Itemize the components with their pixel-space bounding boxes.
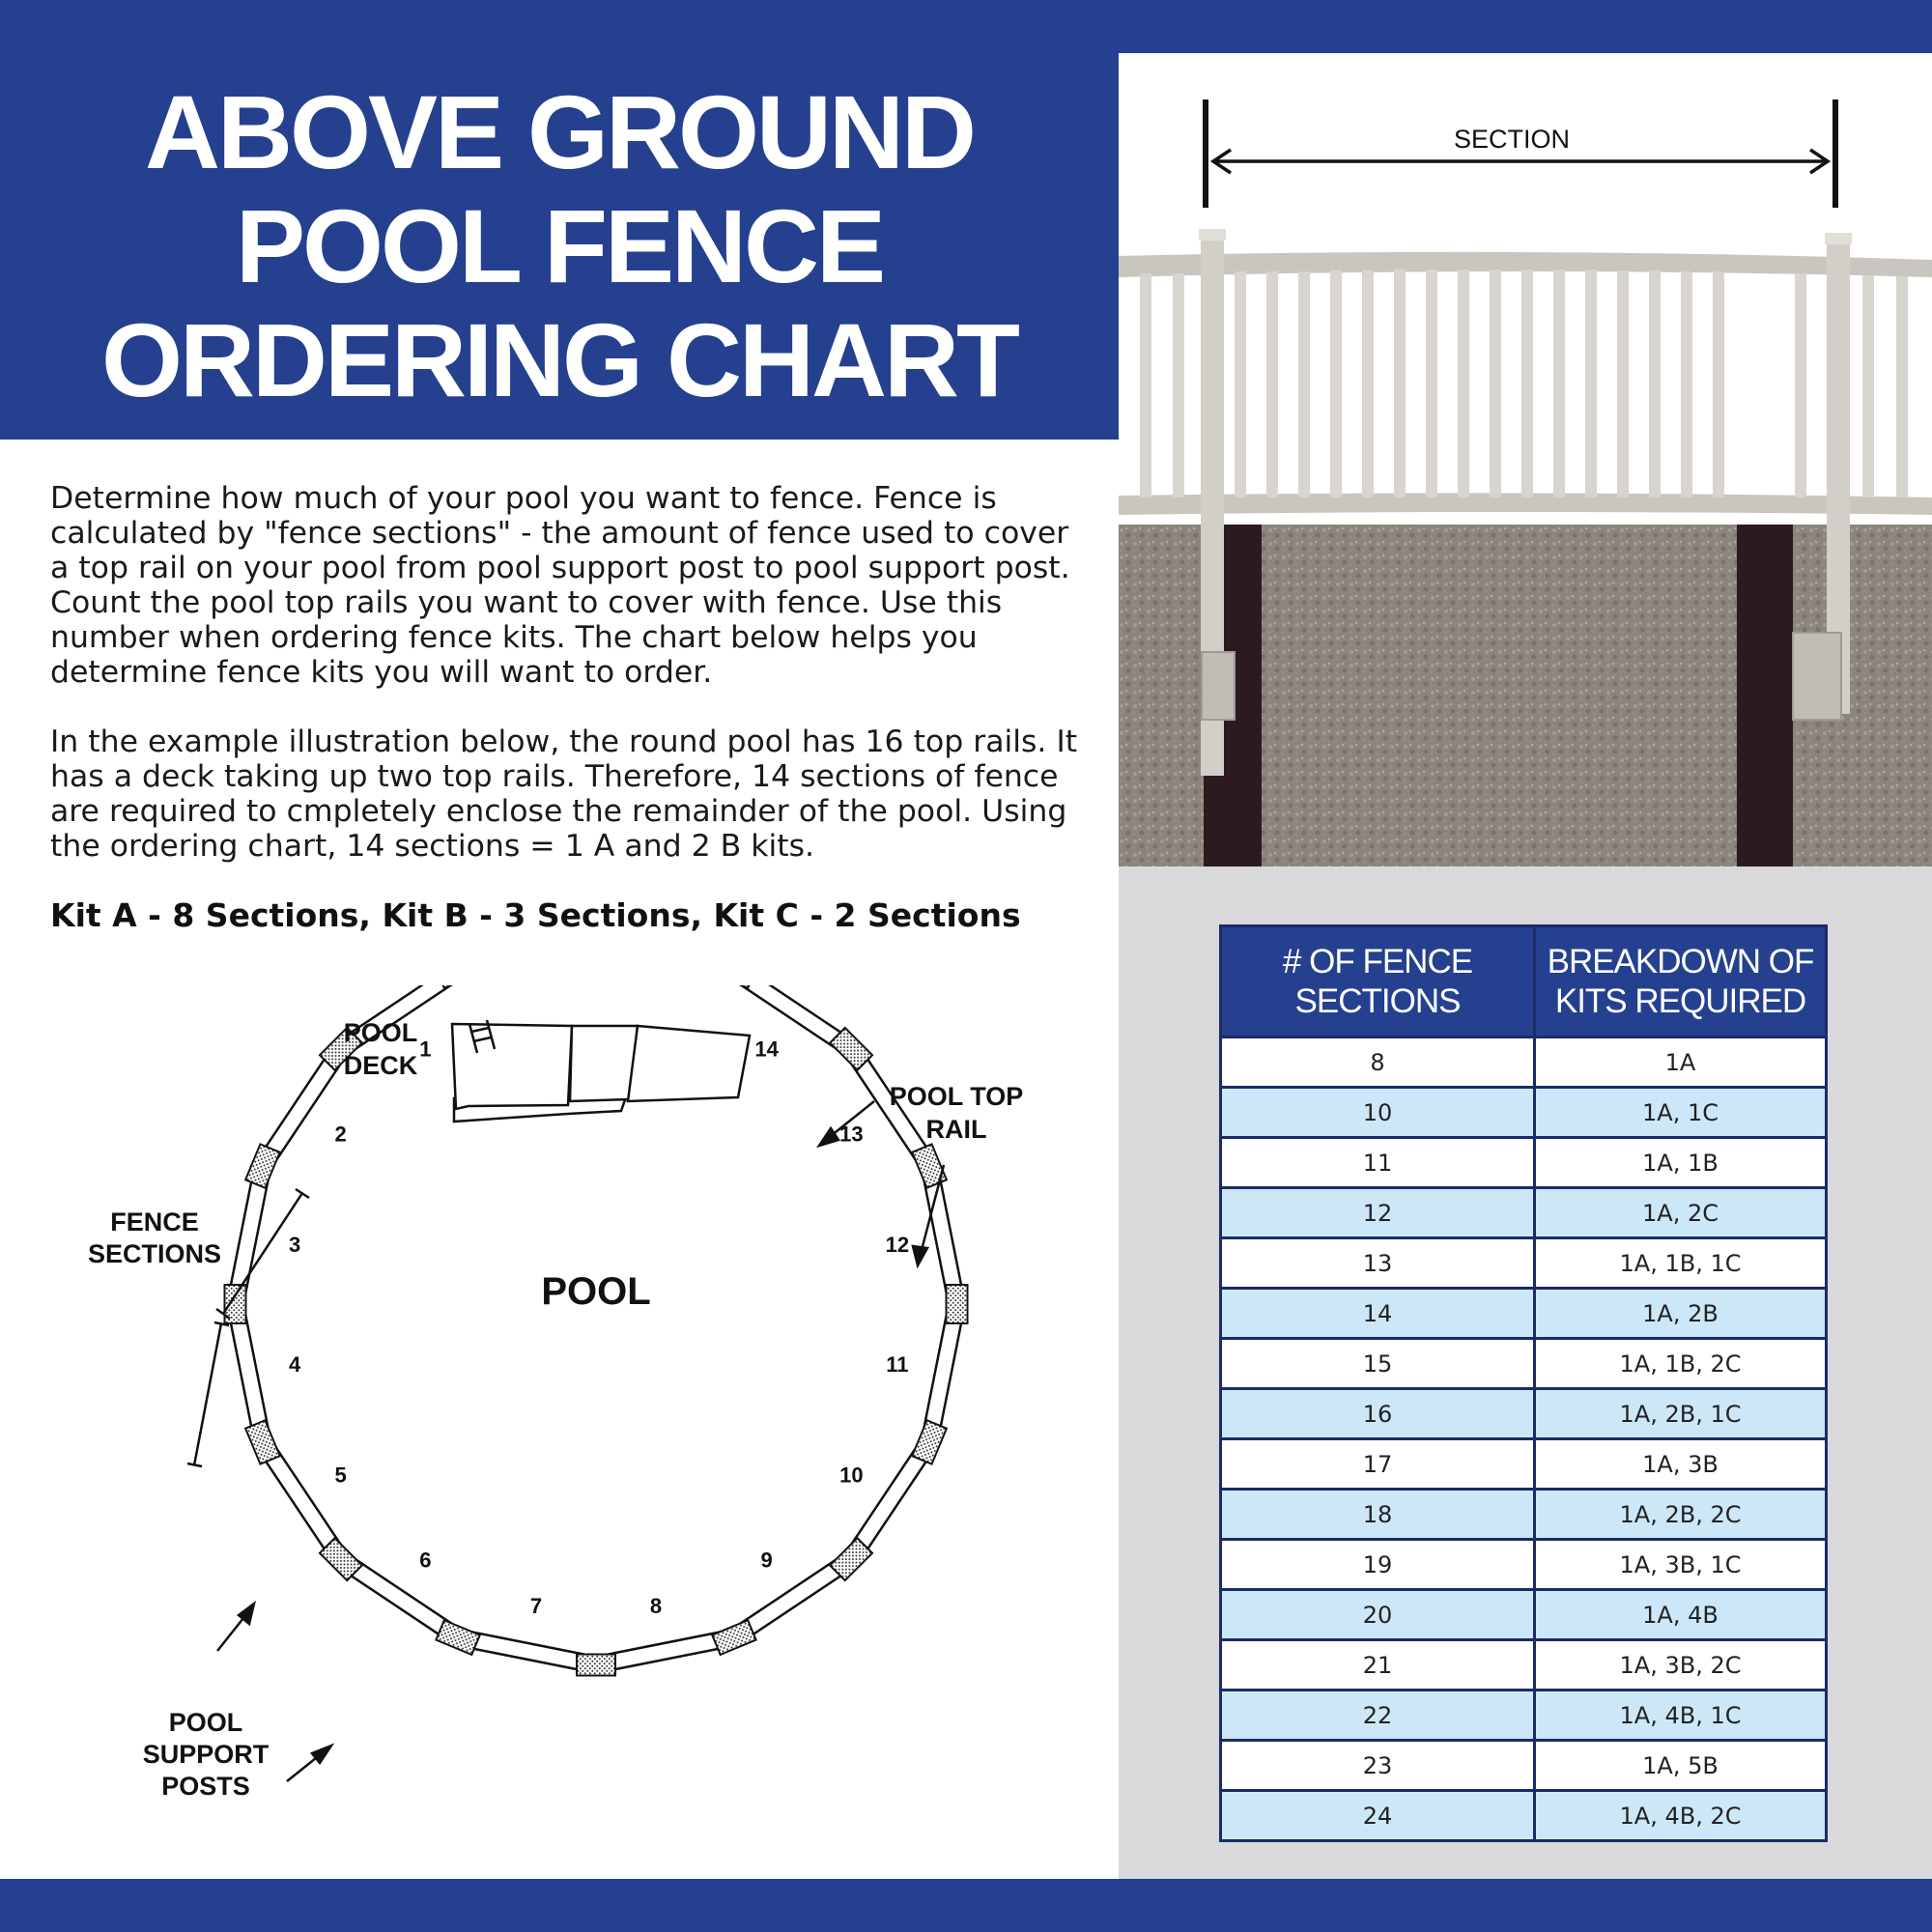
cell-fence-sections: 23 — [1221, 1741, 1535, 1791]
table-row — [1221, 1791, 1827, 1841]
cell-fence-sections: 19 — [1221, 1540, 1535, 1590]
ordering-table — [1219, 924, 1828, 1842]
cell-fence-sections: 18 — [1221, 1490, 1535, 1540]
pool-support-post — [712, 1620, 755, 1655]
pool-support-post — [577, 1655, 615, 1676]
pool-support-post — [245, 1420, 280, 1463]
pool-support-post — [245, 1144, 280, 1187]
intro-text — [50, 481, 1094, 898]
table-body — [1221, 1037, 1827, 1841]
top-banner-bar — [0, 0, 1932, 53]
ordering-table-container — [1219, 924, 1828, 1842]
cell-fence-sections: 14 — [1221, 1289, 1535, 1339]
intro-paragraph-1: Determine how much of your pool you want to fence. Fence is calculated by "fence sections" - the amount of fence used to cover a top rail on your pool from pool support post to pool support post. Count the pool top rails you want to cover with fence. Use this number when ordering fence kits. The chart below helps you determine fence kits you will want to order. — [50, 481, 1070, 690]
cell-fence-sections: 8 — [1221, 1037, 1535, 1088]
top-rail-label-line-2: RAIL — [925, 1115, 987, 1144]
cell-fence-sections: 13 — [1221, 1238, 1535, 1289]
section-number-14: 14 — [754, 1037, 779, 1062]
title-line-2: POOL FENCE — [235, 187, 884, 304]
table-row — [1221, 1640, 1827, 1690]
section-dimension-label: SECTION — [1453, 125, 1571, 154]
section-number-7: 7 — [529, 1593, 543, 1618]
table-row — [1221, 1590, 1827, 1640]
deck-label-line-1: POOL — [343, 1018, 418, 1047]
table-row — [1221, 1389, 1827, 1439]
pool-label: POOL — [541, 1270, 651, 1313]
fence-section-photo — [1119, 53, 1932, 867]
section-number-13: 13 — [839, 1122, 864, 1147]
section-number-5: 5 — [334, 1463, 347, 1488]
section-number-3: 3 — [288, 1232, 301, 1257]
table-row — [1221, 1690, 1827, 1741]
cell-kits-required: 1A, 2B — [1535, 1289, 1827, 1339]
support-posts-label-line-2: SUPPORT — [142, 1740, 270, 1769]
pool-support-post — [912, 1144, 947, 1187]
support-posts-label-line-3: POSTS — [161, 1772, 250, 1801]
section-number-10: 10 — [839, 1463, 864, 1488]
cell-kits-required: 1A, 5B — [1535, 1741, 1827, 1791]
page-title — [101, 75, 1017, 417]
pool-support-post — [436, 1620, 479, 1655]
section-number-9: 9 — [760, 1548, 773, 1573]
section-number-12: 12 — [885, 1232, 910, 1257]
cell-kits-required: 1A, 1C — [1535, 1088, 1827, 1138]
deck-label-line-2: DECK — [343, 1051, 418, 1080]
pool-support-post — [912, 1420, 947, 1463]
cell-fence-sections: 17 — [1221, 1439, 1535, 1490]
cell-kits-required: 1A, 1B, 2C — [1535, 1339, 1827, 1389]
cell-kits-required: 1A, 4B — [1535, 1590, 1827, 1640]
cell-fence-sections: 11 — [1221, 1138, 1535, 1188]
fence-photo-illustration — [1119, 53, 1932, 867]
section-number-1: 1 — [419, 1037, 432, 1062]
cell-kits-required: 1A, 1B — [1535, 1138, 1827, 1188]
cell-kits-required: 1A, 3B, 1C — [1535, 1540, 1827, 1590]
table-row — [1221, 1238, 1827, 1289]
table-row — [1221, 1339, 1827, 1389]
title-line-1: ABOVE GROUND — [144, 73, 975, 190]
kit-sizes-line: Kit A - 8 Sections, Kit B - 3 Sections, Kit C - 2 Sections — [50, 896, 1021, 934]
deck-panel — [570, 1026, 638, 1101]
fence-sections-label-line-1: FENCE — [110, 1208, 199, 1236]
table-row — [1221, 1439, 1827, 1490]
section-numbers — [289, 1037, 909, 1618]
bottom-banner-bar — [0, 1879, 1932, 1932]
title-panel — [0, 53, 1119, 440]
section-number-6: 6 — [419, 1548, 432, 1573]
header-fence-sections — [1221, 926, 1535, 1037]
table-row — [1221, 1088, 1827, 1138]
cell-fence-sections: 24 — [1221, 1791, 1535, 1841]
cell-fence-sections: 22 — [1221, 1690, 1535, 1741]
header-1-line-1: # OF FENCE — [1282, 943, 1473, 980]
cell-kits-required: 1A, 1B, 1C — [1535, 1238, 1827, 1289]
cell-kits-required: 1A, 3B — [1535, 1439, 1827, 1490]
cell-kits-required: 1A, 4B, 1C — [1535, 1690, 1827, 1741]
cell-fence-sections: 16 — [1221, 1389, 1535, 1439]
table-row — [1221, 1289, 1827, 1339]
cell-fence-sections: 12 — [1221, 1188, 1535, 1238]
fence-sections-label-line-2: SECTIONS — [87, 1239, 222, 1268]
table-row — [1221, 1037, 1827, 1088]
cell-kits-required: 1A, 2C — [1535, 1188, 1827, 1238]
table-row — [1221, 1188, 1827, 1238]
header-1-line-2: SECTIONS — [1294, 982, 1461, 1020]
header-kits-required — [1535, 926, 1827, 1037]
deck-panel — [628, 1026, 750, 1101]
section-number-11: 11 — [886, 1352, 909, 1378]
title-line-3: ORDERING CHART — [101, 301, 1017, 418]
cell-fence-sections: 20 — [1221, 1590, 1535, 1640]
table-row — [1221, 1490, 1827, 1540]
support-posts-label-line-1: POOL — [168, 1708, 243, 1737]
cell-kits-required: 1A, 2B, 2C — [1535, 1490, 1827, 1540]
cell-kits-required: 1A — [1535, 1037, 1827, 1088]
cell-fence-sections: 21 — [1221, 1640, 1535, 1690]
header-2-line-1: BREAKDOWN OF — [1547, 943, 1814, 980]
section-number-8: 8 — [649, 1593, 663, 1618]
table-row — [1221, 1540, 1827, 1590]
cell-kits-required: 1A, 4B, 2C — [1535, 1791, 1827, 1841]
pool-support-post — [947, 1285, 968, 1323]
cell-fence-sections: 15 — [1221, 1339, 1535, 1389]
table-row — [1221, 1138, 1827, 1188]
cell-kits-required: 1A, 2B, 1C — [1535, 1389, 1827, 1439]
pool-diagram — [58, 985, 1063, 1874]
pool-deck — [452, 1024, 750, 1122]
pool-diagram-svg — [58, 985, 1063, 1874]
table-row — [1221, 1741, 1827, 1791]
cell-fence-sections: 10 — [1221, 1088, 1535, 1138]
intro-paragraph-2: In the example illustration below, the round pool has 16 top rails. It has a deck taking up two top rails. Therefore, 14 sections of fence are required to cmpletely enclose the remainder of the pool. Using the ordering chart, 14 sections = 1 A and 2 B kits. — [50, 724, 1078, 864]
table-header-row — [1221, 926, 1827, 1037]
section-number-4: 4 — [288, 1352, 301, 1378]
deck-panel — [452, 1024, 572, 1109]
top-rail-label-line-1: POOL TOP — [889, 1082, 1024, 1111]
header-2-line-2: KITS REQUIRED — [1554, 982, 1806, 1020]
cell-kits-required: 1A, 3B, 2C — [1535, 1640, 1827, 1690]
section-number-2: 2 — [334, 1122, 347, 1147]
